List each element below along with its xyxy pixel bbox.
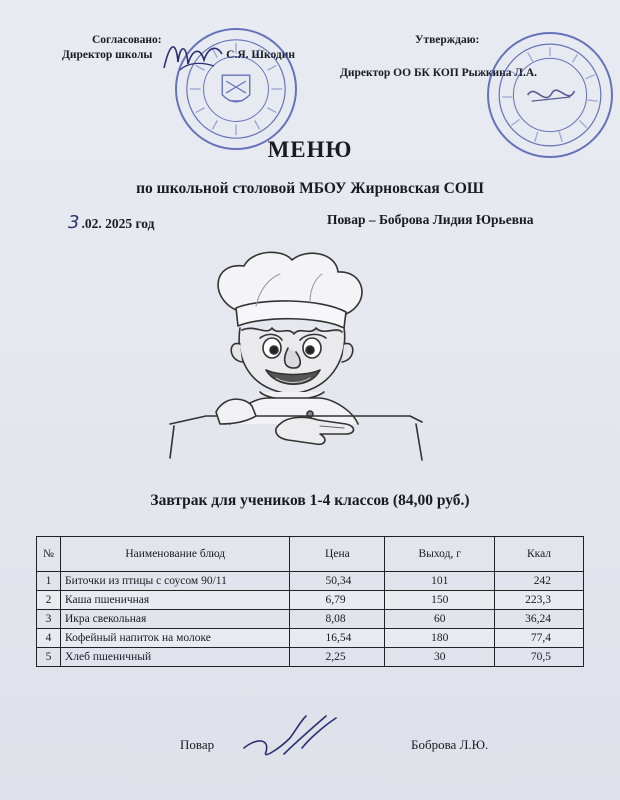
approval-right-position: Директор ОО БК КОП Рыжкина Л.А. xyxy=(340,67,538,79)
document-title: МЕНЮ xyxy=(267,137,353,162)
cook-signature-icon xyxy=(240,708,340,764)
approval-left-position: Директор школы xyxy=(62,49,153,61)
row-dish-name: Хлеб пшеничный xyxy=(60,648,289,667)
column-header-kcal: Ккал xyxy=(495,537,584,572)
row-weight: 180 xyxy=(385,629,495,648)
row-kcal: 223,3 xyxy=(495,591,584,610)
row-number: 3 xyxy=(37,610,61,629)
menu-date-day: 3 xyxy=(68,212,80,233)
row-dish-name: Биточки из птицы с соусом 90/11 xyxy=(60,572,289,591)
row-weight: 101 xyxy=(385,572,495,591)
footer-cook-label: Повар xyxy=(180,737,215,752)
row-kcal: 77,4 xyxy=(495,629,584,648)
row-price: 50,34 xyxy=(290,572,385,591)
row-weight: 60 xyxy=(385,610,495,629)
table-row xyxy=(37,591,584,610)
document-subtitle: по школьной столовой МБОУ Жирновская СОШ xyxy=(136,180,484,197)
menu-table xyxy=(36,536,584,667)
row-price: 8,08 xyxy=(290,610,385,629)
table-header-row xyxy=(37,537,584,572)
approval-left-heading: Согласовано: xyxy=(92,34,162,46)
breakfast-heading: Завтрак для учеников 1-4 классов (84,00 руб.) xyxy=(150,492,470,509)
row-kcal: 242 xyxy=(495,572,584,591)
row-price: 6,79 xyxy=(290,591,385,610)
row-dish-name: Икра свекольная xyxy=(60,610,289,629)
column-header-dish: Наименование блюд xyxy=(60,537,289,572)
row-dish-name: Каша пшеничная xyxy=(60,591,289,610)
row-weight: 150 xyxy=(385,591,495,610)
column-header-weight: Выход, г xyxy=(385,537,495,572)
row-number: 1 xyxy=(37,572,61,591)
approval-left-name: С.Я. Шкодин xyxy=(226,49,295,61)
cook-line: Повар – Боброва Лидия Юрьевна xyxy=(327,212,534,227)
menu-date-rest: .02. 2025 год xyxy=(81,216,155,231)
row-weight: 30 xyxy=(385,648,495,667)
footer-cook-name: Боброва Л.Ю. xyxy=(411,737,489,752)
row-kcal: 36,24 xyxy=(495,610,584,629)
column-header-number: № xyxy=(37,537,61,572)
director-signature-icon xyxy=(158,32,228,82)
row-kcal: 70,5 xyxy=(495,648,584,667)
approval-right-heading: Утверждаю: xyxy=(415,34,480,46)
table-row xyxy=(37,629,584,648)
row-price: 16,54 xyxy=(290,629,385,648)
row-number: 4 xyxy=(37,629,61,648)
menu-date xyxy=(68,212,154,233)
chef-illustration-icon xyxy=(160,248,445,463)
table-row xyxy=(37,648,584,667)
column-header-price: Цена xyxy=(290,537,385,572)
row-dish-name: Кофейный напиток на молоке xyxy=(60,629,289,648)
table-row xyxy=(37,572,584,591)
table-row xyxy=(37,610,584,629)
row-number: 5 xyxy=(37,648,61,667)
row-number: 2 xyxy=(37,591,61,610)
row-price: 2,25 xyxy=(290,648,385,667)
